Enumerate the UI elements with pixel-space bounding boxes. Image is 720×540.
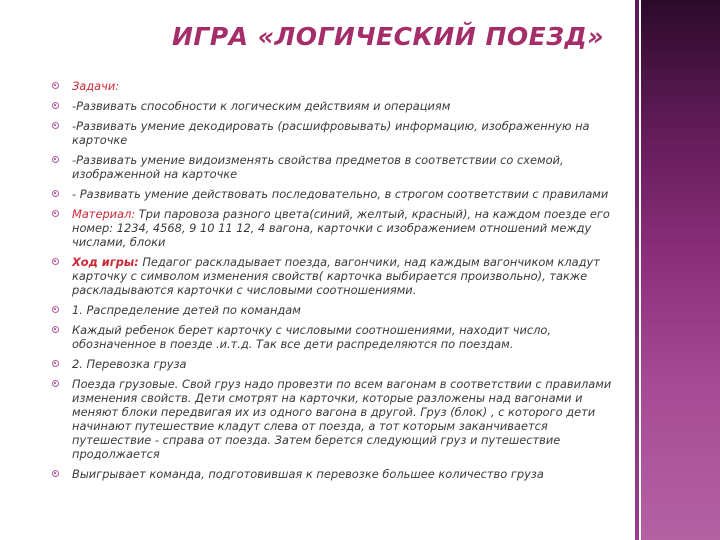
slide-title: ИГРА «ЛОГИЧЕСКИЙ ПОЕЗД» [172,22,604,51]
circle-bullet-icon [52,380,59,387]
bullet-text: Выигрывает команда, подготовившая к перевозке большее количество груза [72,467,544,481]
circle-bullet-icon [52,190,59,197]
decorative-side-band [641,0,720,540]
bullet-item-tasks [52,79,624,93]
circle-bullet-icon [52,326,59,333]
bullet-item-material [52,207,624,249]
bullet-item [52,119,624,147]
bullet-text: Каждый ребенок берет карточку с числовыми соотношениями, находит число, обозначенное в поезде .и.т.д. Так все дети распределяются по поездам. [72,323,552,351]
circle-bullet-icon [52,210,59,217]
bullet-item [52,323,624,351]
circle-bullet-icon [52,360,59,367]
bullet-item [52,99,624,113]
material-heading: Материал: [72,207,136,221]
bullet-item [52,357,624,371]
decorative-stripe [635,0,639,540]
bullet-text: 1. Распределение детей по командам [72,303,301,317]
circle-bullet-icon [52,122,59,129]
circle-bullet-icon [52,258,59,265]
bullet-text: -Развивать умение видоизменять свойства предметов в соответствии со схемой, изображенной на карточке [72,153,564,181]
bullet-text: - Развивать умение действовать последовательно, в строгом соответствии с правилами [72,187,609,201]
bullet-text: -Развивать умение декодировать (расшифровывать) информацию, изображенную на карточке [72,119,590,147]
game-course-text: Педагог раскладывает поезда, вагончики, над каждым вагончиком кладут карточку с символом изменения свойств( карточка выбирается произвольно), также раскладываются карточки с числовыми соотношениями. [72,255,600,297]
bullet-text: Поезда грузовые. Свой груз надо провезти по всем вагонам в соответствии с правилами изменения свойств. Дети смотрят на карточки, которые разложены над вагонами и меняют блоки передвигая их из одного вагона в другой. Груз (блок) , с которого дети начинают путешествие кладут слева от поезда, а тот которым заканчивается путешествие - справа от поезда. Затем берется следующий груз и путешествие продолжается [72,377,612,461]
game-course-heading: Ход игры: [72,255,139,269]
material-text: Три паровоза разного цвета(синий, желтый, красный), на каждом поезде его номер: 1234, 4568, 9 10 11 12, 4 вагона, карточки с изображением отношений между числами, блоки [72,207,610,249]
circle-bullet-icon [52,306,59,313]
bullet-list [52,79,624,487]
bullet-item [52,303,624,317]
circle-bullet-icon [52,82,59,89]
circle-bullet-icon [52,156,59,163]
bullet-item [52,187,624,201]
bullet-item [52,467,624,481]
bullet-item-game-course [52,255,624,297]
circle-bullet-icon [52,102,59,109]
bullet-item [52,377,624,461]
bullet-text: -Развивать способности к логическим действиям и операциям [72,99,451,113]
circle-bullet-icon [52,470,59,477]
bullet-text: 2. Перевозка груза [72,357,187,371]
bullet-item [52,153,624,181]
tasks-heading: Задачи: [72,79,120,93]
